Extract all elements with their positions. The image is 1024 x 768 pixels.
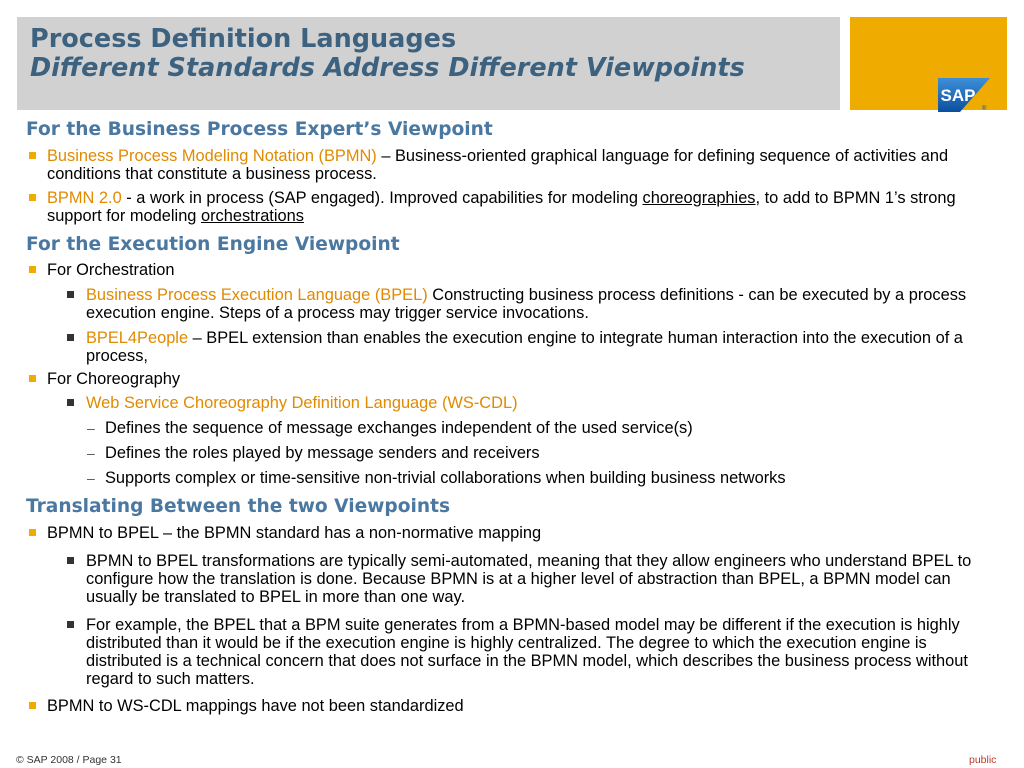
choreography-label: For Choreography [47,370,181,388]
orchestrations-link[interactable]: orchestrations [200,207,304,225]
term-bpel: Business Process Execution Language (BPEL) [86,286,428,304]
bullet-bpmn2 [26,189,996,225]
bpel-description: Constructing business process definitions - can be executed by a process execution engine. Steps of a process may trigger service invocations. [86,286,967,322]
bullet-square-icon [67,557,74,564]
section-heading-translating: Translating Between the two Viewpoints [26,496,451,517]
section-heading-execution: For the Execution Engine Viewpoint [26,234,400,255]
sap-logo [938,78,990,112]
title-bar [17,17,840,110]
bullet-orchestration [26,261,996,279]
bullet-square-icon [67,291,74,298]
slide-content [26,119,996,715]
example-text: For example, the BPEL that a BPM suite generates from a BPMN-based model may be different if the execution is highly distributed than it would be if the execution engine is highly centralized. The degree to which the execution engine is distributed is a technical concern that does not surface in the BPMN model, which describes the business process without regard to such matters. [86,616,968,688]
bpel4people-description: – BPEL extension than enables the execution engine to integrate human interaction into the execution of a process, [86,329,963,365]
footer-classification: public [969,754,997,766]
bullet-square-icon [29,702,36,709]
dash-item-text: Supports complex or time-sensitive non-trivial collaborations when building business networks [105,469,786,487]
bullet-bpel4people [26,329,996,365]
bullet-choreography [26,370,996,388]
term-bpmn2: BPMN 2.0 [47,189,122,207]
bpmn-to-wscdl-text: BPMN to WS-CDL mappings have not been standardized [47,697,464,715]
transformations-text: BPMN to BPEL transformations are typically semi-automated, meaning that they allow engineers who understand BPEL to configure how the translation is done. Because BPMN is at a higher level of abstraction than BPEL, a BPMN model can usually be translated to BPEL in more than one way. [86,552,972,606]
bullet-bpmn-to-bpel [26,524,996,542]
bullet-bpmn-to-wscdl [26,697,996,715]
bpmn2-text-b: , to add to BPMN 1’s strong support for modeling [47,189,956,225]
bullet-transformations [26,552,996,606]
dash-bullet-icon: – [87,445,95,461]
term-bpel4people: BPEL4People [86,329,189,347]
dash-item-text: Defines the sequence of message exchanges independent of the used service(s) [105,419,693,437]
choreographies-link[interactable]: choreographies [642,189,756,207]
term-wscdl: Web Service Choreography Definition Language (WS-CDL) [86,394,518,412]
slide-title [30,25,745,83]
title-line-2: Different Standards Address Different Viewpoints [30,53,745,83]
bullet-wscdl [26,394,996,412]
dash-item-roles [26,444,996,462]
registered-mark: ® [982,106,987,112]
dash-item-sequence [26,419,996,437]
bullet-square-icon [29,266,36,273]
sap-logo-text: SAP [940,86,976,105]
section-heading-business: For the Business Process Expert’s Viewpoint [26,119,493,140]
bpmn2-text-a: - a work in process (SAP engaged). Improved capabilities for modeling [121,189,643,207]
bullet-square-icon [29,152,36,159]
bullet-square-icon [29,375,36,382]
bullet-example [26,616,996,688]
dash-item-text: Defines the roles played by message senders and receivers [105,444,540,462]
bullet-square-icon [67,621,74,628]
footer-copyright: © SAP 2008 / Page 31 [16,754,122,766]
dash-item-collaborations [26,469,996,487]
bullet-square-icon [29,194,36,201]
bullet-square-icon [29,529,36,536]
term-bpmn: Business Process Modeling Notation (BPMN) [47,147,377,165]
bullet-bpel [26,286,996,322]
bpmn-description: – Business-oriented graphical language for defining sequence of activities and conditions that constitute a business process. [47,147,949,183]
orchestration-label: For Orchestration [47,261,175,279]
dash-bullet-icon: – [87,470,95,486]
bpmn-to-bpel-text: BPMN to BPEL – the BPMN standard has a non-normative mapping [47,524,542,542]
bullet-bpmn [26,147,996,183]
title-line-1: Process Definition Languages [30,24,457,54]
bullet-square-icon [67,399,74,406]
bullet-square-icon [67,334,74,341]
dash-bullet-icon: – [87,420,95,436]
